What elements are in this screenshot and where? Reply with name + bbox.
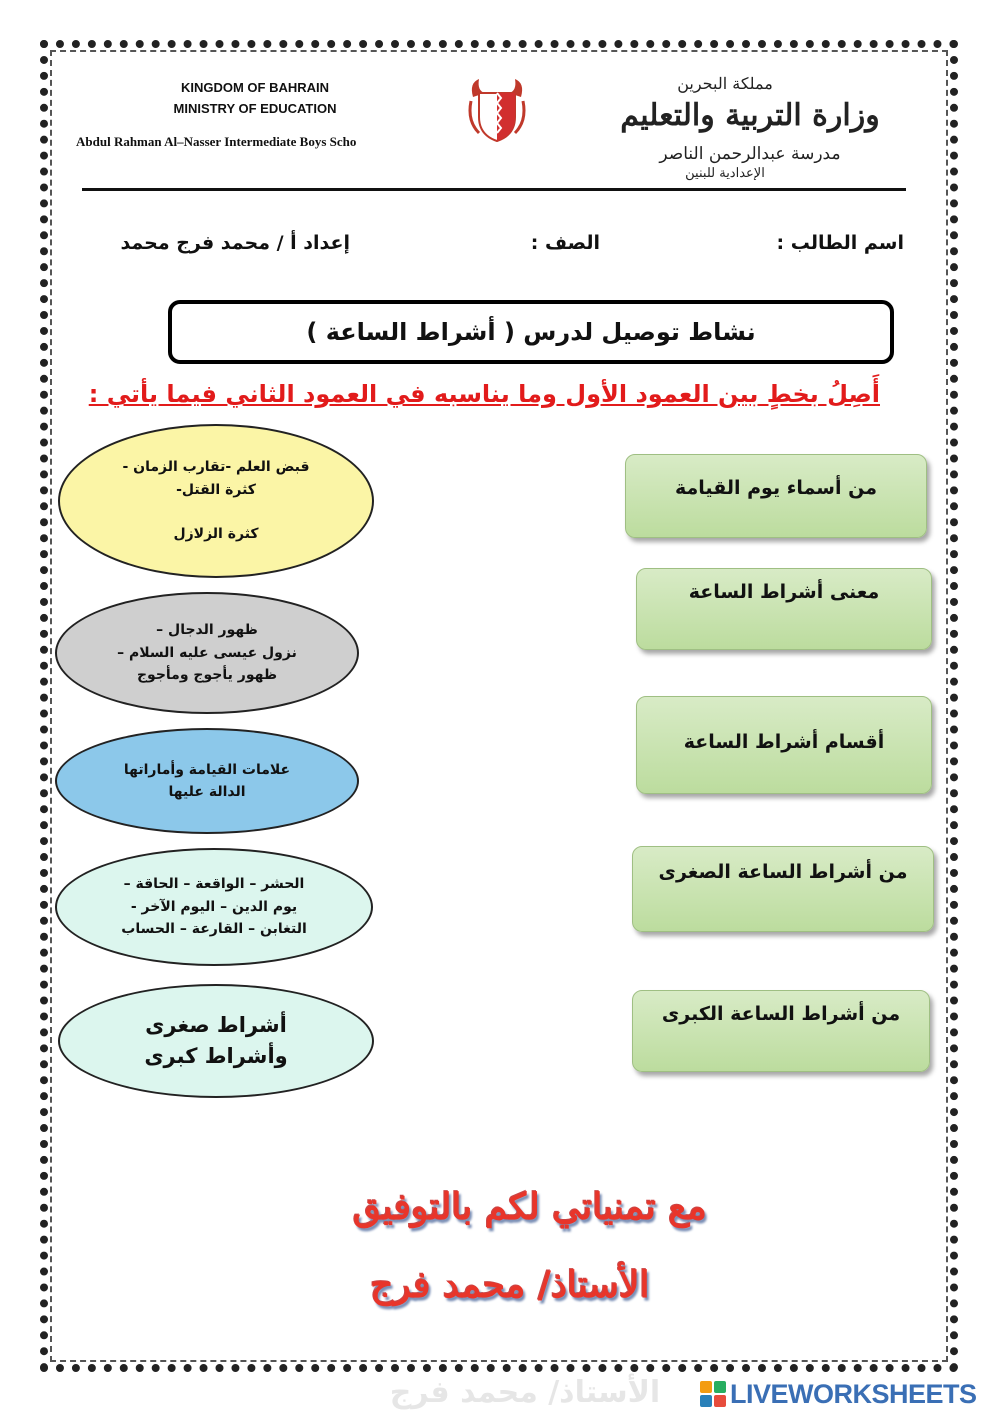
kingdom-ar: مملكة البحرين — [677, 74, 773, 93]
liveworksheets-brand[interactable] — [700, 1380, 990, 1408]
brand-text: LIVEWORKSHEETS — [730, 1378, 977, 1409]
answer-text-2: ظهور الدجال – نزول عيسى عليه السلام – ظهور يأجوج ومأجوج — [117, 622, 297, 684]
kingdom-en: KINGDOM OF BAHRAIN — [180, 80, 330, 95]
closing-wishes: مع تمنياتي لكم بالتوفيق — [353, 1186, 707, 1228]
answer-ellipse-2[interactable] — [55, 592, 359, 714]
prompt-text-4: من أشراط الساعة الصغرى — [658, 861, 908, 883]
header-divider — [82, 188, 906, 191]
prompt-box-3[interactable] — [636, 696, 932, 794]
prompt-box-2[interactable] — [636, 568, 932, 650]
school-ar-sub: الإعدادية للبنين — [685, 166, 765, 181]
answer-ellipse-3[interactable] — [55, 728, 359, 834]
answer-text-5: أشراط صغرى وأشراط كبرى — [144, 1012, 288, 1068]
student-name-label: اسم الطالب : — [776, 232, 904, 254]
school-ar: مدرسة عبدالرحمن الناصر — [659, 144, 841, 164]
liveworksheets-logo-icon — [700, 1381, 726, 1407]
teacher-signature: الأستاذ/ محمد فرج — [370, 1264, 650, 1306]
prompt-text-1: من أسماء يوم القيامة — [675, 477, 877, 499]
answer-text-4: الحشر – الواقعة – الحاقة – يوم الدين – اليوم الآخر - التغابن – القارعة – الحساب — [121, 876, 307, 938]
ministry-en: MINISTRY OF EDUCATION — [173, 101, 337, 116]
answer-ellipse-5[interactable] — [58, 984, 374, 1098]
prompt-box-1[interactable] — [625, 454, 927, 538]
answer-text-3: علامات القيامة وأماراتها الدالة عليها — [123, 761, 291, 800]
bahrain-crest-icon — [465, 75, 529, 145]
signature-reflection: الأستاذ/ محمد فرج — [389, 1375, 661, 1410]
prompt-text-5: من أشراط الساعة الكبرى — [661, 1003, 901, 1025]
answer-text-1: قبض العلم -تقارب الزمان - كثرة القتل- كثرة الزلازل — [122, 459, 310, 543]
prompt-box-4[interactable] — [632, 846, 934, 932]
lesson-title-box — [168, 300, 894, 364]
class-label: الصف : — [530, 232, 600, 254]
prompt-box-5[interactable] — [632, 990, 930, 1072]
answer-ellipse-4[interactable] — [55, 848, 373, 966]
prompt-text-2: معنى أشراط الساعة — [688, 581, 880, 603]
school-en: Abdul Rahman Al–Nasser Intermediate Boys Scho — [76, 134, 357, 149]
instruction-text: أَصِلُ بخطٍ بين العمود الأول وما يناسبه في العمود الثاني فيما يأتي : — [88, 380, 880, 408]
answer-ellipse-1[interactable] — [58, 424, 374, 578]
prompt-text-3: أقسام أشراط الساعة — [683, 731, 885, 753]
prepared-by: إعداد أ / محمد فرج محمد — [120, 232, 350, 254]
lesson-title: نشاط توصيل لدرس ( أشراط الساعة ) — [306, 318, 756, 346]
ministry-ar: وزارة التربية والتعليم — [620, 98, 880, 133]
